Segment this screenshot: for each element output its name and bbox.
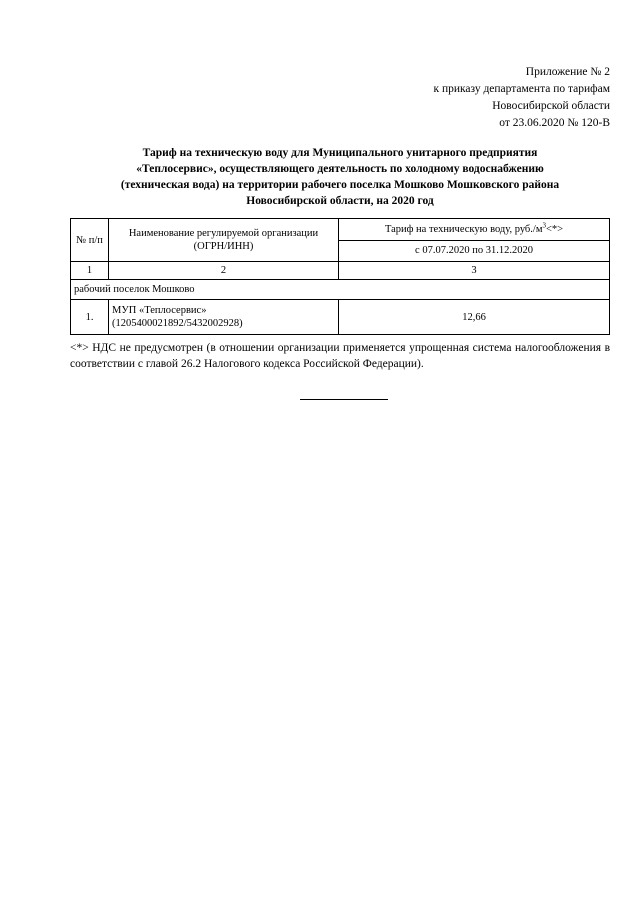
title-line-2: «Теплосервис», осуществляющего деятельность по холодному водоснабжению — [136, 163, 544, 175]
header-tariff-sup: 3 — [542, 221, 546, 230]
document-title — [70, 145, 610, 209]
header-num: № п/п — [71, 219, 109, 262]
appendix-header — [433, 64, 610, 132]
appendix-number: Приложение № 2 — [525, 66, 610, 78]
end-divider — [300, 399, 388, 400]
row-num: 1. — [71, 300, 109, 335]
row-org — [109, 300, 339, 335]
header-tariff-suffix: <*> — [545, 223, 564, 235]
title-line-4: Новосибирской области, на 2020 год — [246, 195, 434, 207]
title-line-3: (техническая вода) на территории рабочего поселка Мошково Мошковского района — [120, 179, 560, 191]
col-number-1: 1 — [71, 262, 109, 280]
header-tariff-text: Тариф на техническую воду, руб./м — [384, 223, 543, 235]
col-number-3: 3 — [339, 262, 610, 280]
header-period: с 07.07.2020 по 31.12.2020 — [339, 240, 610, 262]
table-header-row — [71, 219, 610, 241]
title-line-1: Тариф на техническую воду для Муниципального унитарного предприятия — [142, 147, 538, 159]
section-label: рабочий поселок Мошково — [71, 280, 610, 300]
row-org-ids: (1205400021892/5432002928) — [112, 318, 243, 329]
appendix-region: Новосибирской области — [492, 100, 610, 112]
section-row — [71, 280, 610, 300]
row-org-name: МУП «Теплосервис» — [112, 305, 207, 316]
appendix-date: от 23.06.2020 № 120-В — [499, 117, 610, 129]
table-row — [71, 300, 610, 335]
footnote: <*> НДС не предусмотрен (в отношении организации применяется упрощенная система налогообложения в соответствии с главой 26.2 Налогового кодекса Российской Федерации). — [70, 342, 610, 370]
row-tariff: 12,66 — [339, 300, 610, 335]
appendix-order-ref: к приказу департамента по тарифам — [433, 83, 610, 95]
header-tariff — [339, 219, 610, 241]
column-numbers-row — [71, 262, 610, 280]
tariff-table — [70, 218, 610, 335]
col-number-2: 2 — [109, 262, 339, 280]
header-org: Наименование регулируемой организации (ОГРН/ИНН) — [109, 219, 339, 262]
